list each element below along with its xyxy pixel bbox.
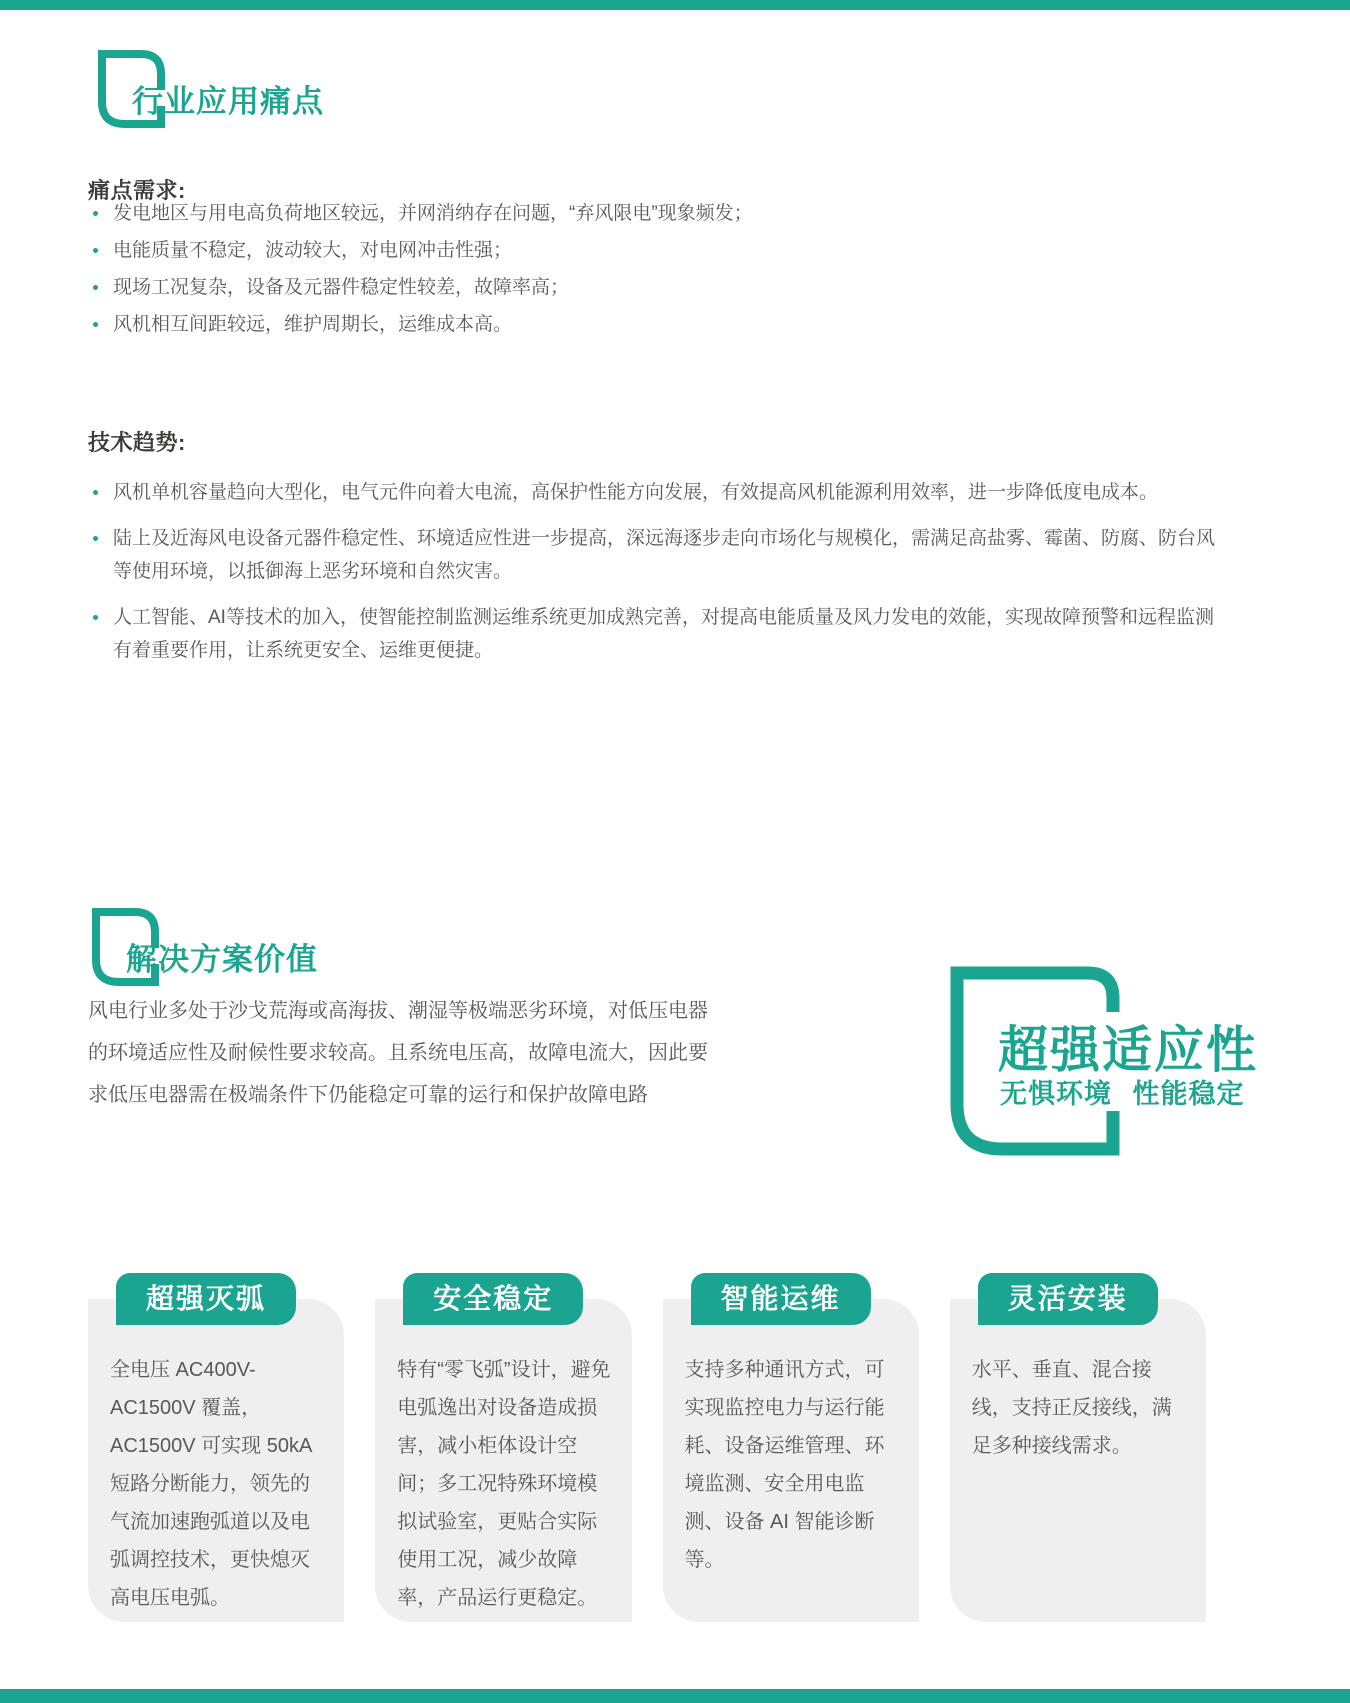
feature-card [375, 1273, 631, 1622]
list-item: 人工智能、AI等技术的加入，使智能控制监测运维系统更加成熟完善，对提高电能质量及风力发电的效能，实现故障预警和远程监测有着重要作用，让系统更安全、运维更便捷。 [88, 601, 1228, 667]
card-body-text: 特有“零飞弧”设计，避免电弧逸出对设备造成损害，减小柜体设计空间；多工况特殊环境模拟试验室，更贴合实际使用工况，减少故障率，产品运行更稳定。 [375, 1299, 631, 1622]
top-accent-bar [0, 0, 1350, 10]
section-title: 解决方案价值 [126, 942, 318, 977]
card-title-badge: 智能运维 [691, 1273, 871, 1325]
list-item: 电能质量不稳定，波动较大，对电网冲击性强； [88, 237, 1268, 264]
list-item: 风机单机容量趋向大型化，电气元件向着大电流，高保护性能方向发展，有效提高风机能源利用效率，进一步降低度电成本。 [88, 476, 1228, 509]
section-header-solution [92, 908, 318, 986]
bottom-accent-bar [0, 1689, 1350, 1703]
list-item: 现场工况复杂，设备及元器件稳定性较差，故障率高； [88, 274, 1268, 301]
feature-card [88, 1273, 344, 1622]
list-item: 风机相互间距较远，维护周期长，运维成本高。 [88, 311, 1268, 338]
feature-cards-row [88, 1273, 1206, 1622]
list-item: 陆上及近海风电设备元器件稳定性、环境适应性进一步提高，深远海逐步走向市场化与规模化，需满足高盐雾、霉菌、防腐、防台风等使用环境，以抵御海上恶劣环境和自然灾害。 [88, 522, 1228, 588]
card-body-text: 支持多种通讯方式，可实现监控电力与运行能耗、设备运维管理、环境监测、安全用电监测、设备 AI 智能诊断等。 [663, 1299, 919, 1622]
card-title-badge: 灵活安装 [978, 1273, 1158, 1325]
section-header-pain [98, 50, 324, 128]
card-title-badge: 安全稳定 [403, 1273, 583, 1325]
tech-trends-list [88, 476, 1228, 680]
feature-title: 超强适应性 [998, 1022, 1258, 1078]
feature-card [663, 1273, 919, 1622]
feature-highlight [950, 966, 1350, 1166]
pain-points-heading: 痛点需求: [88, 178, 186, 203]
list-item: 发电地区与用电高负荷地区较远，并网消纳存在问题，“弃风限电”现象频发； [88, 200, 1268, 227]
card-title-badge: 超强灭弧 [116, 1273, 296, 1325]
feature-subtitle: 无惧环境 性能稳定 [1000, 1079, 1245, 1109]
section-title: 行业应用痛点 [132, 84, 324, 119]
card-body-text: 水平、垂直、混合接线，支持正反接线，满足多种接线需求。 [950, 1299, 1206, 1622]
card-body-text: 全电压 AC400V-AC1500V 覆盖，AC1500V 可实现 50kA 短路分断能力，领先的气流加速跑弧道以及电弧调控技术，更快熄灭高电压电弧。 [88, 1299, 344, 1622]
feature-card [950, 1273, 1206, 1622]
tech-trends-heading: 技术趋势: [88, 430, 186, 455]
solution-description: 风电行业多处于沙戈荒海或高海拔、潮湿等极端恶劣环境，对低压电器的环境适应性及耐候性要求较高。且系统电压高，故障电流大，因此要求低压电器需在极端条件下仍能稳定可靠的运行和保护故障电路 [88, 1000, 708, 1106]
pain-points-list [88, 200, 1268, 348]
